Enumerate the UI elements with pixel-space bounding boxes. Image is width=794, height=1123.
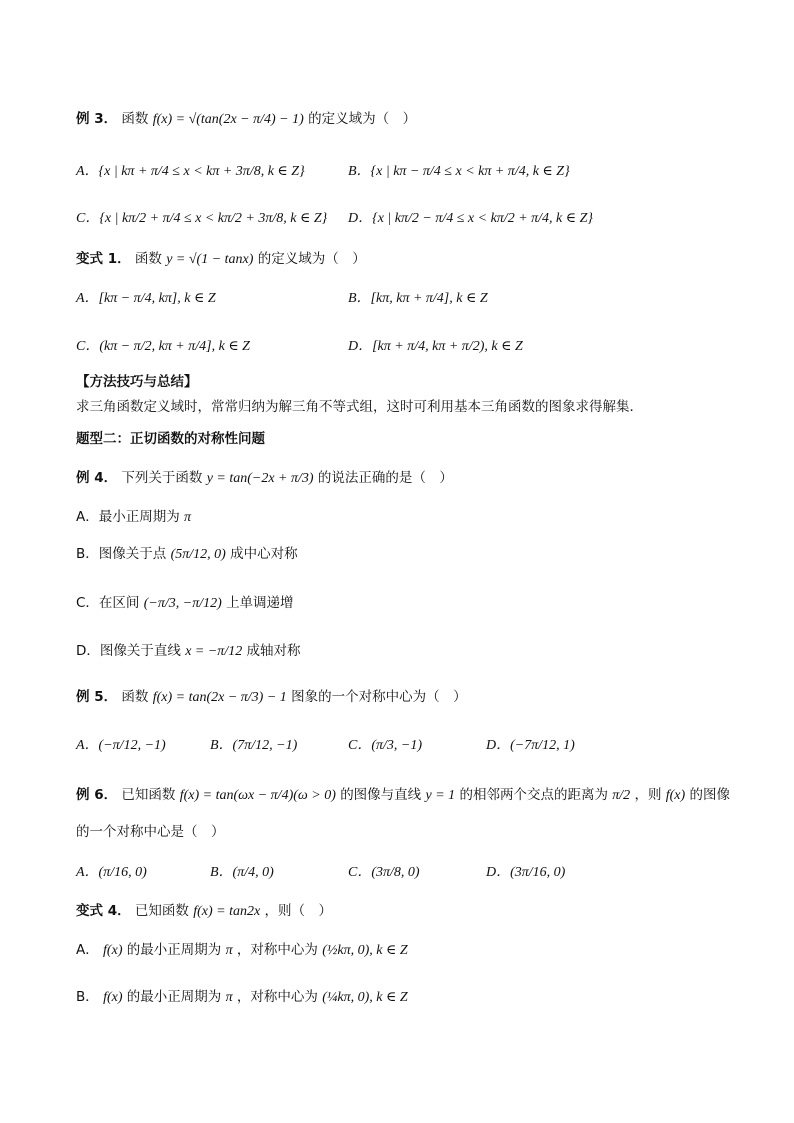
ex4-option-a-text: A．最小正周期为 — [76, 509, 180, 525]
var1-option-a[interactable]: A．[kπ − π/4, kπ], k ∈ Z — [76, 291, 216, 306]
ex3-option-b[interactable]: B．{x | kπ − π/4 ≤ x < kπ + π/4, k ∈ Z} — [348, 164, 570, 179]
ex3-option-a[interactable]: A．{x | kπ + π/4 ≤ x < kπ + 3π/8, k ∈ Z} — [76, 164, 305, 179]
ex4-option-d-text: D．图像关于直线 — [76, 643, 181, 659]
ex5-option-d[interactable]: D．(−7π/12, 1) — [486, 738, 575, 753]
var4-prefix: 已知函数 — [134, 903, 189, 919]
ex3-prefix: 函数 — [121, 111, 149, 127]
var4-stem — [76, 902, 332, 921]
ex5-option-a[interactable]: A．(−π/12, −1) — [76, 738, 166, 753]
var4-option-a-math1: f(x) — [103, 943, 123, 958]
ex4-suffix: 的说法正确的是（ ） — [317, 470, 453, 486]
var1-option-b[interactable]: B．[kπ, kπ + π/4], k ∈ Z — [348, 291, 488, 306]
var4-formula: f(x) = tan2x — [193, 904, 261, 919]
ex4-option-b-math: (5π/12, 0) — [170, 547, 226, 562]
ex6-mid3: ，则 — [634, 787, 662, 803]
ex4-option-c-math: (−π/3, −π/12) — [143, 596, 222, 611]
var4-option-a-label: A． — [76, 942, 99, 958]
var4-option-b-math3: (¼kπ, 0), k ∈ Z — [322, 990, 408, 1005]
ex5-prefix: 函数 — [121, 689, 149, 705]
ex5-option-b[interactable]: B．(7π/12, −1) — [210, 738, 298, 753]
ex6-formula2: y = 1 — [425, 788, 456, 803]
ex6-option-b[interactable]: B．(π/4, 0) — [210, 865, 274, 880]
ex4-option-a[interactable] — [76, 508, 191, 527]
ex5-stem — [76, 688, 467, 707]
var4-option-a-text1: 的最小正周期为 — [126, 942, 222, 958]
ex5-suffix: 图象的一个对称中心为（ ） — [291, 689, 467, 705]
var4-option-b-text2: ，对称中心为 — [236, 989, 318, 1005]
ex4-stem — [76, 469, 453, 488]
ex6-label: 例 6． — [76, 787, 118, 803]
ex6-option-a[interactable]: A．(π/16, 0) — [76, 865, 147, 880]
var1-option-d[interactable]: D．[kπ + π/4, kπ + π/2), k ∈ Z — [348, 339, 523, 354]
ex4-label: 例 4． — [76, 470, 118, 486]
var4-option-b-math1: f(x) — [103, 990, 123, 1005]
ex4-option-c[interactable] — [76, 594, 294, 613]
ex6-mid2: 的相邻两个交点的距离为 — [459, 787, 608, 803]
ex4-option-d[interactable] — [76, 642, 301, 661]
var4-option-a-text2: ，对称中心为 — [236, 942, 318, 958]
ex3-label: 例 3． — [76, 111, 118, 127]
var1-label: 变式 1． — [76, 251, 131, 267]
ex4-option-b[interactable] — [76, 545, 298, 564]
method-heading: 【方法技巧与总结】 — [76, 374, 198, 390]
ex6-option-c[interactable]: C．(3π/8, 0) — [348, 865, 420, 880]
ex5-label: 例 5． — [76, 689, 118, 705]
ex5-option-c[interactable]: C．(π/3, −1) — [348, 738, 423, 753]
ex6-formula3: π/2 — [612, 788, 631, 803]
ex3-suffix: 的定义域为（ ） — [308, 111, 417, 127]
ex4-option-b-suffix: 成中心对称 — [230, 546, 298, 562]
ex6-suffix: 的图像 — [689, 787, 730, 803]
ex6-option-d[interactable]: D．(3π/16, 0) — [486, 865, 566, 880]
ex4-option-b-text: B．图像关于点 — [76, 546, 167, 562]
ex6-stem — [76, 786, 730, 805]
var4-option-b-math2: π — [225, 990, 233, 1005]
ex6-formula: f(x) = tan(ωx − π/4)(ω > 0) — [179, 788, 336, 803]
ex4-option-a-math: π — [184, 510, 192, 525]
topic2-heading: 题型二：正切函数的对称性问题 — [76, 431, 265, 447]
var4-option-b[interactable] — [76, 988, 408, 1007]
ex6-stem-line2: 的一个对称中心是（ ） — [76, 824, 225, 840]
method-text: 求三角函数定义域时，常常归纳为解三角不等式组，这时可利用基本三角函数的图象求得解集． — [76, 399, 643, 415]
var1-formula: y = √(1 − tanx) — [166, 252, 254, 267]
var1-prefix: 函数 — [134, 251, 162, 267]
var1-suffix: 的定义域为（ ） — [257, 251, 366, 267]
var1-stem — [76, 250, 366, 269]
var4-option-b-text1: 的最小正周期为 — [126, 989, 222, 1005]
ex3-stem — [76, 110, 416, 129]
ex4-option-d-suffix: 成轴对称 — [246, 643, 301, 659]
ex4-option-c-suffix: 上单调递增 — [226, 595, 294, 611]
var4-suffix: ，则（ ） — [264, 903, 332, 919]
ex4-prefix: 下列关于函数 — [121, 470, 203, 486]
ex3-option-d[interactable]: D．{x | kπ/2 − π/4 ≤ x < kπ/2 + π/4, k ∈ Z} — [348, 211, 594, 226]
ex6-prefix: 已知函数 — [121, 787, 176, 803]
ex5-formula: f(x) = tan(2x − π/3) − 1 — [152, 690, 287, 705]
var4-option-a-math2: π — [225, 943, 233, 958]
ex4-option-d-math: x = −π/12 — [185, 644, 243, 659]
var1-option-c[interactable]: C．(kπ − π/2, kπ + π/4], k ∈ Z — [76, 339, 250, 354]
ex3-formula: f(x) = √(tan(2x − π/4) − 1) — [152, 112, 304, 127]
var4-option-a[interactable] — [76, 941, 408, 960]
ex4-option-c-text: C．在区间 — [76, 595, 140, 611]
ex4-formula: y = tan(−2x + π/3) — [206, 471, 314, 486]
ex3-option-c[interactable]: C．{x | kπ/2 + π/4 ≤ x < kπ/2 + 3π/8, k ∈ Z} — [76, 211, 328, 226]
ex6-formula4: f(x) — [665, 788, 686, 803]
var4-option-b-label: B． — [76, 989, 99, 1005]
var4-option-a-math3: (½kπ, 0), k ∈ Z — [322, 943, 408, 958]
ex6-mid: 的图像与直线 — [340, 787, 422, 803]
var4-label: 变式 4． — [76, 903, 131, 919]
